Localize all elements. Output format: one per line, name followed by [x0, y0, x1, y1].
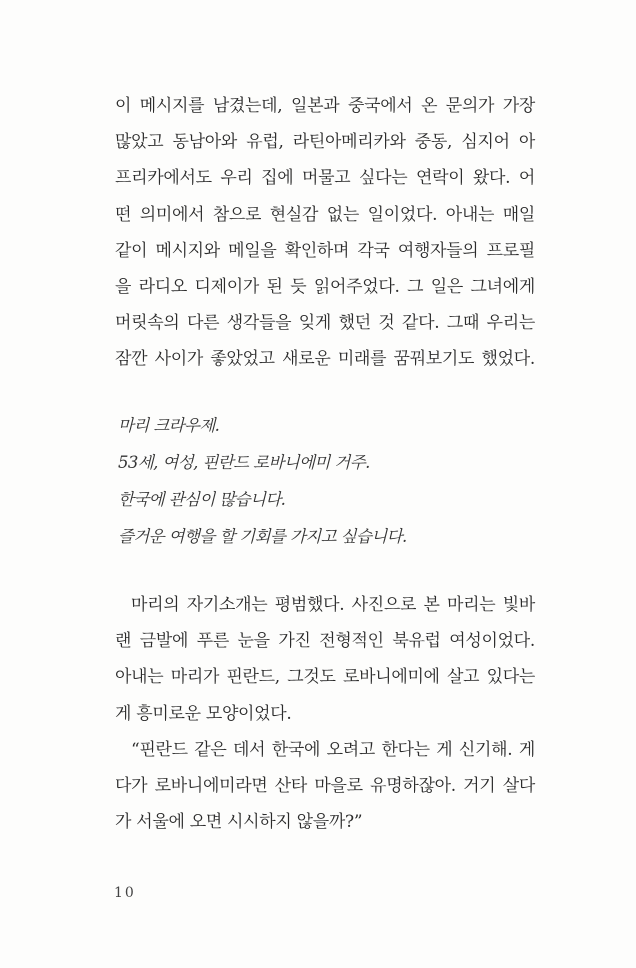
text-line: 을 라디오 디제이가 된 듯 읽어주었다. 그 일은 그녀에게 [115, 276, 535, 297]
profile-line: 53세, 여성, 핀란드 로바니에미 거주. [118, 453, 370, 472]
profile-line: 마리 크라우제. [118, 416, 220, 435]
text-line: 같이 메시지와 메일을 확인하며 각국 여행자들의 프로필 [115, 240, 535, 261]
profile-line: 한국에 관심이 많습니다. [118, 490, 286, 509]
text-line: 머릿속의 다른 생각들을 잊게 했던 것 같다. 그때 우리는 [115, 313, 535, 334]
profile-message [118, 407, 538, 555]
text-line: 다가 로바니에미라면 산타 마을로 유명하잖아. 거기 살다 [115, 775, 535, 796]
text-line: 많았고 동남아와 유럽, 라틴아메리카와 중동, 심지어 아 [115, 132, 535, 153]
text-line: 가 서울에 오면 시시하지 않을까?” [115, 812, 363, 833]
paragraph-messages [115, 88, 535, 378]
page-number: 10 [114, 885, 136, 901]
text-line: 떤 의미에서 참으로 현실감 없는 일이었다. 아내는 매일 [115, 204, 535, 225]
text-line: 프리카에서도 우리 집에 머물고 싶다는 연락이 왔다. 어 [115, 168, 535, 189]
text-line: “핀란드 같은 데서 한국에 오려고 한다는 게 신기해. 게 [131, 739, 535, 760]
paragraph-marie [115, 587, 535, 840]
text-line: 잠깐 사이가 좋았었고 새로운 미래를 꿈꿔보기도 했었다. [115, 349, 535, 370]
text-line: 게 흥미로운 모양이었다. [115, 703, 292, 724]
text-line: 이 메시지를 남겼는데, 일본과 중국에서 온 문의가 가장 [115, 96, 535, 116]
text-line: 마리의 자기소개는 평범했다. 사진으로 본 마리는 빛바 [131, 595, 535, 615]
profile-line: 즐거운 여행을 할 기회를 가지고 싶습니다. [118, 527, 407, 546]
text-line: 아내는 마리가 핀란드, 그것도 로바니에미에 살고 있다는 [115, 667, 535, 688]
text-line: 랜 금발에 푸른 눈을 가진 전형적인 북유럽 여성이었다. [115, 631, 535, 652]
